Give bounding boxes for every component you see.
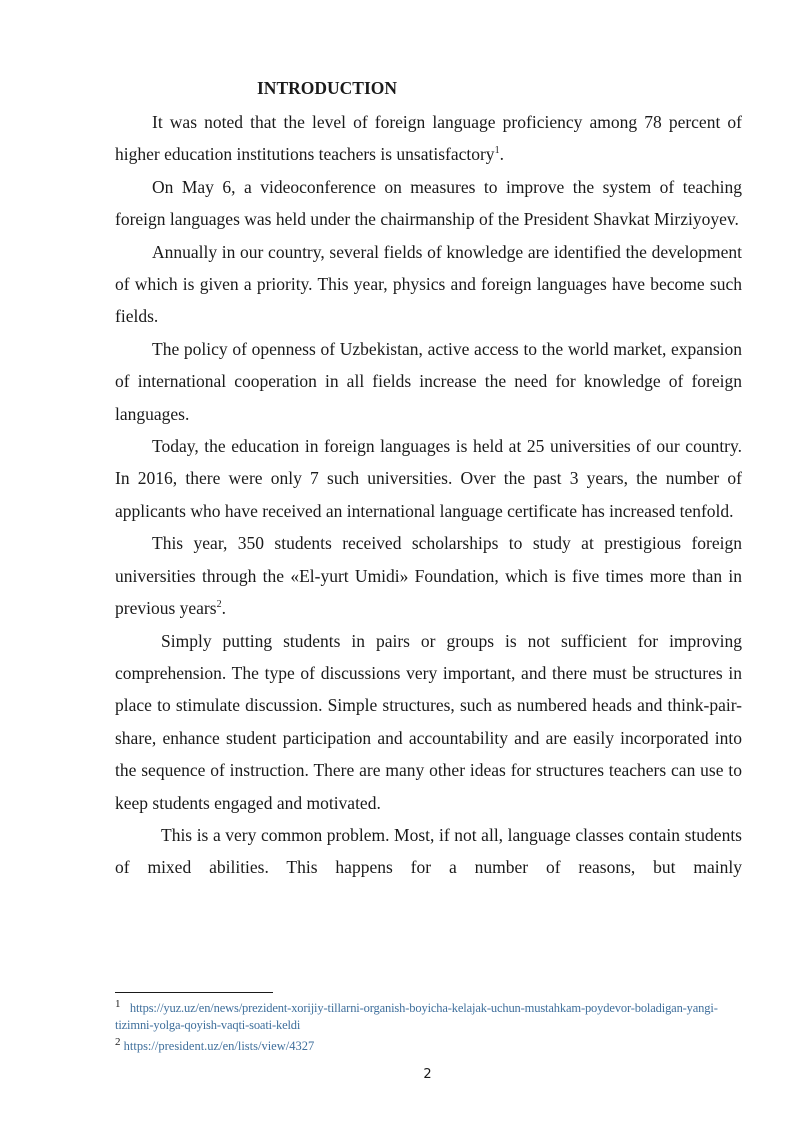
paragraph-7: Simply putting students in pairs or groups is not sufficient for improving comprehension. The type of discussions very important, and there must be structures in place to stimulate discussion. Simple structures, such as numbered heads and think-pair-share, enhance student participation and accountability and are easily incorporated into the sequence of instruction. There are many other ideas for structures teachers can use to keep students engaged and motivated.: [115, 630, 742, 813]
paragraph-1-text: It was noted that the level of foreign language proficiency among 78 percent of higher education institutions teachers is unsatisfactory: [115, 112, 742, 165]
paragraph-1: [115, 106, 742, 171]
paragraph-2: On May 6, a videoconference on measures to improve the system of teaching foreign languages was held under the chairmanship of the President Shavkat Mirziyoyev.: [115, 176, 742, 230]
paragraph-6: [115, 527, 742, 624]
document-page: [115, 74, 742, 884]
footnote-2-link[interactable]: https://president.uz/en/lists/view/4327: [123, 1039, 315, 1054]
footnote-separator: [115, 992, 273, 993]
footnotes: [115, 996, 745, 1055]
footnote-2-number: 2: [115, 1036, 121, 1049]
footnote-1-link[interactable]: https://yuz.uz/en/news/prezident-xorijiy-tillarni-organish-boyicha-kelajak-uchun-mustahkam-poydevor-boladigan-yangi-tizimni-yolga-qoyish-vaqti-soati-keldi: [115, 1001, 718, 1033]
paragraph-4: The policy of openness of Uzbekistan, active access to the world market, expansion of international cooperation in all fields increase the need for knowledge of foreign languages.: [115, 338, 742, 424]
paragraph-6-text: This year, 350 students received scholarships to study at prestigious foreign universities through the «El-yurt Umidi» Foundation, which is five times more than in previous years: [115, 533, 742, 619]
section-title: [115, 74, 742, 102]
footnote-2: [115, 1034, 745, 1055]
paragraph-8: This is a very common problem. Most, if not all, language classes contain students of mixed abilities. This happens for a number of reasons, but mainly: [115, 824, 742, 878]
paragraph-6-end: .: [221, 598, 226, 619]
section-title-text: INTRODUCTION: [257, 78, 398, 98]
page-number: 2: [423, 1067, 432, 1082]
paragraph-5: Today, the education in foreign languages is held at 25 universities of our country. In 2016, there were only 7 such universities. Over the past 3 years, the number of applicants who have received an international language certificate has increased tenfold.: [115, 436, 742, 521]
footnote-ref-1[interactable]: 1: [494, 145, 500, 157]
paragraph-1-end: .: [499, 144, 504, 165]
paragraph-3: Annually in our country, several fields of knowledge are identified the development of which is given a priority. This year, physics and foreign languages have become such fields.: [115, 241, 742, 327]
footnote-ref-2[interactable]: 2: [216, 599, 222, 611]
footnote-1: [115, 996, 745, 1034]
footnote-1-number: 1: [115, 998, 121, 1010]
